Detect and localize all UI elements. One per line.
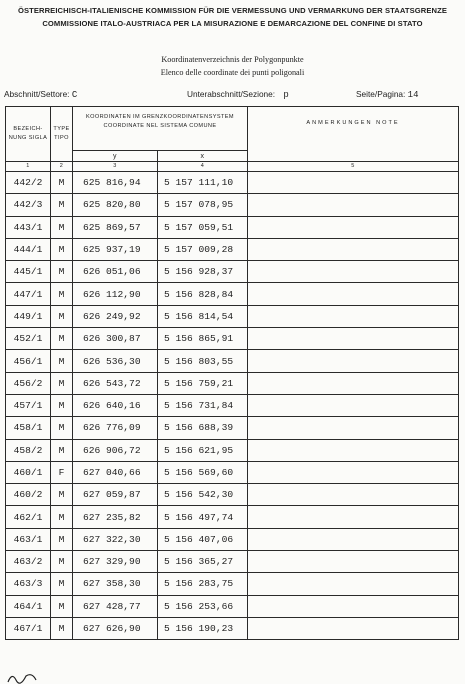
coordinate-x: 5 157 078,95 [158,194,248,216]
coordinate-y: 626 300,87 [73,328,158,350]
point-id: 447/1 [6,283,51,305]
coordinate-x: 5 156 542,30 [158,484,248,506]
coordinate-y: 626 906,72 [73,439,158,461]
document-title-german: Koordinatenverzeichnis der Polygonpunkte [161,55,304,64]
coordinate-y: 626 051,06 [73,261,158,283]
point-type: M [51,551,73,573]
coordinate-y: 627 235,82 [73,506,158,528]
coordinate-x: 5 156 865,91 [158,328,248,350]
coordinate-y: 626 112,90 [73,283,158,305]
notes-cell [248,394,459,416]
column-header-id: BEZEICH-NUNG SIGLA [6,107,51,162]
point-type: M [51,328,73,350]
table-row [6,305,459,327]
commission-title-italian: COMMISSIONE ITALO-AUSTRIACA PER LA MISURAZIONE E DEMARCAZIONE DEL CONFINE DI STATO [42,19,423,28]
point-id: 444/1 [6,238,51,260]
coordinate-y: 626 543,72 [73,372,158,394]
column-header-y: y [73,151,158,162]
point-type: M [51,528,73,550]
coordinate-y: 627 329,90 [73,551,158,573]
point-id: 456/2 [6,372,51,394]
coordinate-y: 627 040,66 [73,461,158,483]
point-id: 464/1 [6,595,51,617]
point-id: 457/1 [6,394,51,416]
coordinate-x: 5 157 059,51 [158,216,248,238]
notes-cell [248,172,459,194]
coordinate-y: 626 640,16 [73,394,158,416]
subsection-label: Unterabschnitt/Sezione: [187,89,276,99]
coordinate-x: 5 156 803,55 [158,350,248,372]
notes-cell [248,551,459,573]
subsection-value: p [283,90,289,100]
coordinate-y: 625 816,94 [73,172,158,194]
section-field [4,89,77,100]
coordinate-x: 5 156 407,06 [158,528,248,550]
notes-cell [248,417,459,439]
column-number-3: 3 [73,162,158,172]
coordinate-y: 626 536,30 [73,350,158,372]
coordinate-x: 5 157 111,10 [158,172,248,194]
notes-cell [248,372,459,394]
table-row [6,394,459,416]
notes-cell [248,261,459,283]
coordinate-y: 627 626,90 [73,617,158,639]
point-type: M [51,350,73,372]
coordinate-y: 627 322,30 [73,528,158,550]
coordinate-x: 5 157 009,28 [158,238,248,260]
column-header-x: x [158,151,248,162]
notes-cell [248,484,459,506]
point-type: M [51,506,73,528]
point-id: 463/2 [6,551,51,573]
subsection-field [187,89,289,100]
coordinate-y: 627 428,77 [73,595,158,617]
page-value: 14 [407,90,419,100]
notes-cell [248,439,459,461]
notes-cell [248,350,459,372]
point-id: 442/2 [6,172,51,194]
notes-cell [248,573,459,595]
point-id: 462/1 [6,506,51,528]
column-header-notes: ANMERKUNGEN NOTE [248,107,459,162]
point-id: 456/1 [6,350,51,372]
coordinate-x: 5 156 569,60 [158,461,248,483]
table-row [6,573,459,595]
coordinate-y: 625 869,57 [73,216,158,238]
point-id: 452/1 [6,328,51,350]
point-type: M [51,595,73,617]
table-row [6,350,459,372]
coordinate-x: 5 156 814,54 [158,305,248,327]
point-id: 467/1 [6,617,51,639]
section-value: C [71,90,78,100]
table-row [6,439,459,461]
point-id: 463/1 [6,528,51,550]
table-row [6,461,459,483]
table-row [6,194,459,216]
column-number-1: 1 [6,162,51,172]
column-number-5: 5 [248,162,459,172]
coordinate-x: 5 156 928,37 [158,261,248,283]
coordinate-x: 5 156 365,27 [158,551,248,573]
notes-cell [248,216,459,238]
table-row [6,238,459,260]
coordinate-x: 5 156 759,21 [158,372,248,394]
notes-cell [248,328,459,350]
point-id: 460/2 [6,484,51,506]
point-id: 463/3 [6,573,51,595]
document-title-italian: Elenco delle coordinate dei punti poligonali [160,68,305,77]
table-row [6,484,459,506]
coordinate-y: 626 776,09 [73,417,158,439]
notes-cell [248,617,459,639]
notes-cell [248,595,459,617]
table-row [6,417,459,439]
point-id: 458/2 [6,439,51,461]
notes-cell [248,283,459,305]
point-type: M [51,194,73,216]
coordinate-x: 5 156 497,74 [158,506,248,528]
notes-cell [248,506,459,528]
column-number-2: 2 [51,162,73,172]
point-id: 460/1 [6,461,51,483]
point-type: M [51,439,73,461]
coordinate-x: 5 156 828,84 [158,283,248,305]
table-row [6,617,459,639]
point-type: M [51,372,73,394]
coordinate-y: 626 249,92 [73,305,158,327]
page-label: Seite/Pagina: [356,89,406,99]
point-type: M [51,172,73,194]
table-row [6,506,459,528]
notes-cell [248,305,459,327]
coordinate-y: 625 820,80 [73,194,158,216]
table-row [6,283,459,305]
point-type: M [51,238,73,260]
coordinate-x: 5 156 253,66 [158,595,248,617]
table-row [6,328,459,350]
point-type: M [51,617,73,639]
coordinate-x: 5 156 731,84 [158,394,248,416]
point-id: 443/1 [6,216,51,238]
point-id: 449/1 [6,305,51,327]
coordinate-y: 627 358,30 [73,573,158,595]
table-row [6,595,459,617]
point-type: M [51,394,73,416]
coordinate-x: 5 156 621,95 [158,439,248,461]
point-type: F [51,461,73,483]
commission-title-german: ÖSTERREICHISCH-ITALIENISCHE KOMMISSION FÜR DIE VERMESSUNG UND VERMARKUNG DER STAATSGRENZE [17,6,448,15]
notes-cell [248,238,459,260]
column-header-type: TYPE TIPO [51,107,73,162]
column-header-coordinates: KOORDINATEN IM GRENZKOORDINATENSYSTEM COORDINATE NEL SISTEMA COMUNE [73,107,248,151]
page-field [356,89,418,100]
column-number-4: 4 [158,162,248,172]
point-type: M [51,484,73,506]
table-row [6,261,459,283]
coordinate-x: 5 156 190,23 [158,617,248,639]
point-type: M [51,573,73,595]
notes-cell [248,528,459,550]
point-type: M [51,216,73,238]
coordinates-table [5,106,459,640]
point-id: 458/1 [6,417,51,439]
point-type: M [51,305,73,327]
point-type: M [51,283,73,305]
coordinate-y: 625 937,19 [73,238,158,260]
point-type: M [51,417,73,439]
coordinate-x: 5 156 283,75 [158,573,248,595]
section-label: Abschnitt/Settore: [4,89,70,99]
table-row [6,216,459,238]
notes-cell [248,194,459,216]
table-row [6,172,459,194]
table-row [6,372,459,394]
notes-cell [248,461,459,483]
coordinate-x: 5 156 688,39 [158,417,248,439]
point-id: 442/3 [6,194,51,216]
point-type: M [51,261,73,283]
coordinate-y: 627 059,87 [73,484,158,506]
handwritten-mark [2,664,42,684]
point-id: 445/1 [6,261,51,283]
table-row [6,551,459,573]
table-row [6,528,459,550]
